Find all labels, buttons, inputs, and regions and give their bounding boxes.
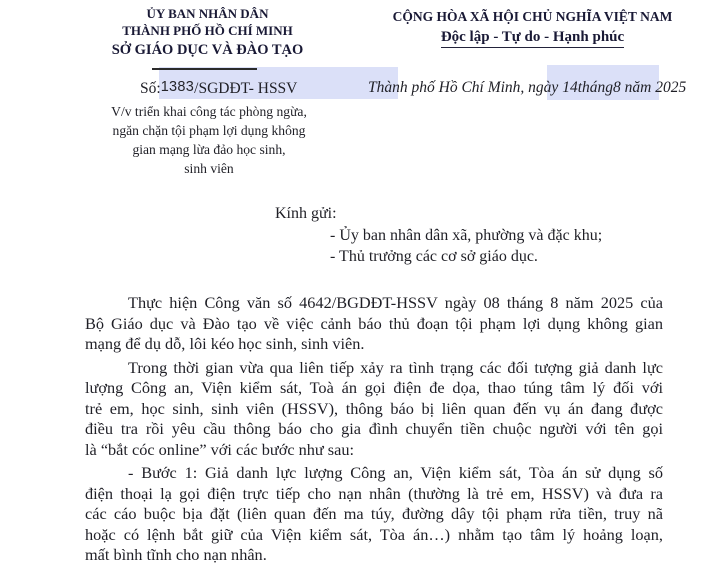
body-line: là “bắt cóc online” với các bước như sau: [85, 439, 355, 459]
body-line: Trong thời gian vừa qua liên tiếp xảy ra tình trạng các đối tượng giả danh lực [128, 357, 663, 377]
day-value[interactable]: 14 [562, 79, 578, 96]
issuer-header [85, 6, 330, 59]
reference-label: Số: [140, 80, 161, 97]
body-line: Bộ Giáo dục và Đào tạo về việc cảnh báo thủ đoạn tội phạm lợi dụng không gian [85, 313, 663, 333]
body-line: các cáo buộc bịa đặt (liên quan đến ma túy, đường dây tội phạm rửa tiền, truy nã [85, 504, 663, 523]
body-line: Thực hiện Công văn số 4642/BGDĐT-HSSV ngày 08 tháng 8 năm 2025 của [128, 293, 663, 312]
recipient-item: - Ủy ban nhân dân xã, phường và đặc khu; [330, 227, 603, 244]
reference-number-line [140, 80, 297, 98]
body-line: trẻ em, học sinh, sinh viên (HSSV), thông báo bị liên quan đến vụ án đang được [85, 398, 663, 418]
recipient-list [330, 226, 602, 267]
subject-line: ngăn chặn tội phạm lợi dụng không [112, 123, 306, 138]
issuer-line-2: THÀNH PHỐ HỒ CHÍ MINH [122, 23, 293, 38]
body-line: lượng Công an, Viện kiểm sát, Toà án gọi điện đe dọa, thao túng tâm lý đối với [85, 378, 663, 397]
body-line: mạng để dụ dỗ, lôi kéo học sinh, sinh viên. [85, 334, 365, 353]
subject-line: gian mạng lừa đảo học sinh, [132, 142, 286, 157]
body-paragraph-1 [85, 293, 663, 355]
subject-block [90, 102, 328, 178]
salutation-label: Kính gửi: [275, 205, 337, 222]
national-motto: Độc lập - Tự do - Hạnh phúc [441, 28, 624, 48]
subject-line: V/v triển khai công tác phòng ngừa, [111, 104, 307, 119]
body-paragraph-3 [85, 463, 663, 565]
reference-suffix: /SGDĐT- HSSV [194, 80, 298, 97]
body-line: mất bình tĩnh cho nạn nhân. [85, 545, 267, 564]
body-line: hoặc có lệnh bắt giữ của Viện kiểm sát, Tòa án…) nhằm tạo tâm lý hoảng loạn, [85, 524, 663, 544]
body-paragraph-2 [85, 358, 663, 461]
month-value[interactable]: 8 [613, 79, 621, 96]
reference-number-value[interactable]: 1383 [160, 78, 195, 95]
place-prefix: Thành phố Hồ Chí Minh, ngày [368, 79, 563, 96]
recipient-item: - Thủ trưởng các cơ sở giáo dục. [330, 247, 538, 265]
issuer-line-3: SỞ GIÁO DỤC VÀ ĐÀO TẠO [111, 42, 304, 58]
national-name: CỘNG HÒA XÃ HỘI CHỦ NGHĨA VIỆT NAM [392, 9, 673, 24]
letter-body [85, 293, 663, 565]
month-label: tháng [577, 79, 613, 96]
issuer-underline-rule [152, 68, 257, 70]
subject-line: sinh viên [184, 161, 234, 176]
place-date-line [368, 79, 686, 97]
issuer-line-1: ỦY BAN NHÂN DÂN [146, 6, 269, 21]
year-suffix: năm 2025 [620, 79, 687, 96]
body-line: điện thoại lạ gọi điện trực tiếp cho nạn nhân (thường là trẻ em, HSSV) và đưa ra [85, 483, 663, 503]
national-header [365, 9, 700, 48]
body-line: - Bước 1: Giả danh lực lượng Công an, Viện kiểm sát, Tòa án sử dụng số [128, 463, 663, 482]
body-line: điều tra rồi yêu cầu thông báo cho gia đình chuyển tiền chuộc người với tên gọi [85, 419, 663, 438]
